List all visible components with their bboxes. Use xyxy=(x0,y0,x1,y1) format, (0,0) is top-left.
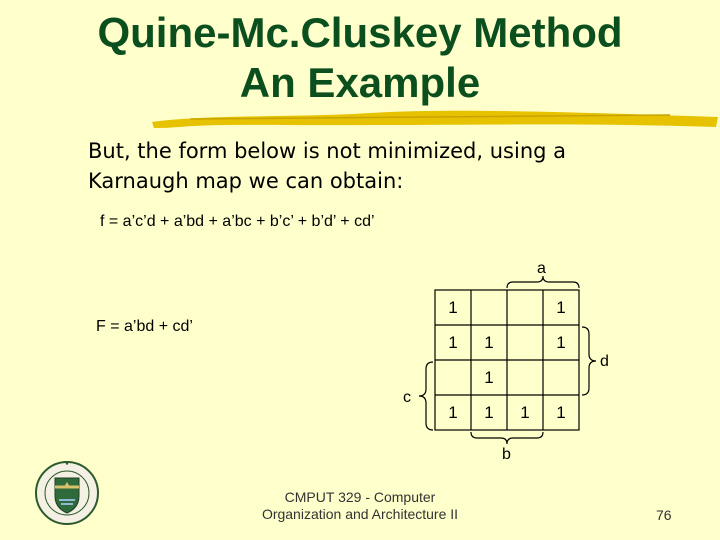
kmap-cell-r3c2: 1 xyxy=(484,368,494,387)
kmap-cell-r2c1: 1 xyxy=(448,333,458,352)
brace-c xyxy=(419,362,433,430)
kmap-cell-r4c4: 1 xyxy=(556,403,566,422)
brace-d xyxy=(582,327,596,395)
kmap-cell-r2c4: 1 xyxy=(556,333,566,352)
title-line-1: Quine-Mc.Cluskey Method xyxy=(97,9,623,56)
kmap-label-d: d xyxy=(600,353,609,370)
kmap-cell-r4c2: 1 xyxy=(484,403,494,422)
unminimized-expression: f = a’c’d + a’bd + a’bc + b’c’ + b’d’ + cd’ xyxy=(100,213,375,230)
kmap-label-a: a xyxy=(537,260,546,277)
kmap-cell-r1c1: 1 xyxy=(448,298,458,317)
course-footer-line-1: CMPUT 329 - Computer xyxy=(284,489,436,505)
kmap-cell-r4c1: 1 xyxy=(448,403,458,422)
course-footer-line-2: Organization and Architecture II xyxy=(261,506,459,522)
kmap-cell-r2c2: 1 xyxy=(484,333,494,352)
course-footer xyxy=(240,489,480,523)
minimized-expression: F = a’bd + cd’ xyxy=(96,318,193,335)
kmap-label-c: c xyxy=(403,389,411,406)
university-crest-logo xyxy=(34,460,100,526)
title-line-2: An Example xyxy=(239,59,481,106)
brace-b xyxy=(471,432,543,444)
body-paragraph: But, the form below is not minimized, using a Karnaugh map we can obtain: xyxy=(88,139,566,193)
page-number: 76 xyxy=(656,507,672,523)
kmap-cell-r4c3: 1 xyxy=(520,403,530,422)
kmap-cell-r1c4: 1 xyxy=(556,298,566,317)
kmap-label-b: b xyxy=(502,446,511,463)
